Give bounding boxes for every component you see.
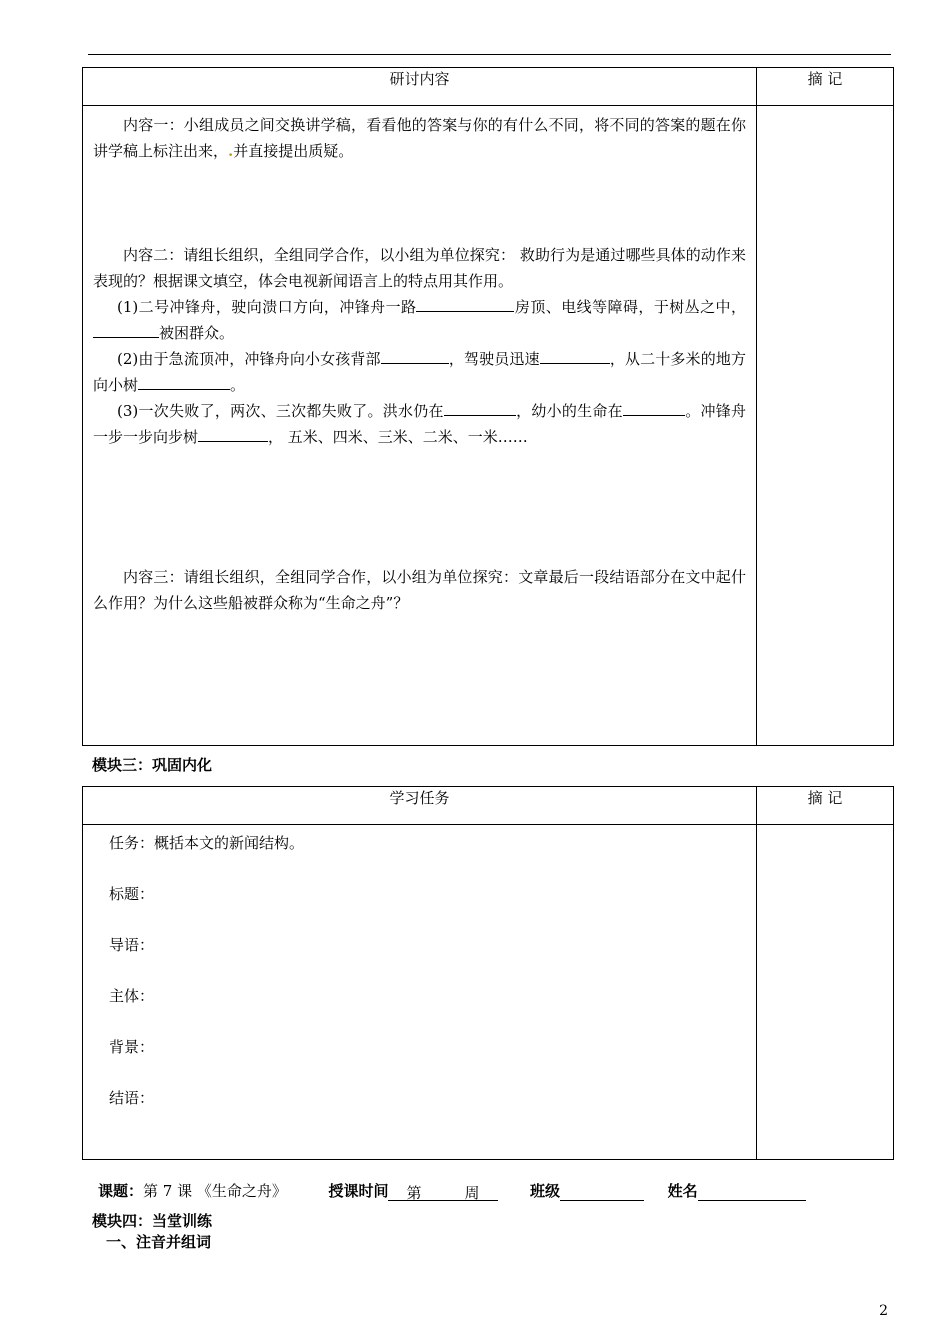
task-table (82, 786, 894, 1160)
blank[interactable] (623, 399, 685, 416)
page-number: 2 (879, 1303, 888, 1319)
time-field[interactable]: 第 周 (388, 1182, 498, 1201)
blank[interactable] (138, 373, 230, 390)
class-label: 班级 (530, 1182, 561, 1200)
topic-label: 课题： (98, 1182, 144, 1200)
structure-line: 导语： (109, 936, 155, 954)
blank[interactable] (381, 347, 449, 364)
discussion-header: 研讨内容 (83, 68, 757, 106)
task-notes-cell[interactable] (757, 825, 894, 1160)
task-notes-header: 摘 记 (757, 787, 894, 825)
task-text: 任务：概括本文的新闻结构。 (109, 834, 305, 852)
blank[interactable] (93, 321, 159, 338)
time-label: 授课时间 (328, 1182, 389, 1200)
notes-header: 摘 记 (757, 68, 894, 106)
discussion-notes-cell[interactable] (757, 106, 894, 746)
discussion-table (82, 67, 894, 746)
question-1: (1)二号冲锋舟，驶向溃口方向，冲锋舟一路 房顶、电线等障碍，于树丛之中，被困群众。 (93, 294, 746, 346)
content-one: 内容一：小组成员之间交换讲学稿，看看他的答案与你的有什么不同，将不同的答案的题在你讲学稿上标注出来，.并直接提出质疑。 (93, 116, 746, 160)
blank[interactable] (198, 425, 268, 442)
content-two: 内容二：请组长组织，全组同学合作，以小组为单位探究： 救助行为是通过哪些具体的动作来表现的？根据课文填空，体会电视新闻语言上的特点用其作用。 (93, 246, 746, 290)
question-3: (3)一次失败了，两次、三次都失败了。洪水仍在 ，幼小的生命在 。冲锋舟一步一步向步树 ， 五米、四米、三米、二米、一米…… (93, 398, 746, 450)
task-header: 学习任务 (83, 787, 757, 825)
header-rule (88, 54, 891, 55)
structure-line: 标题： (109, 885, 155, 903)
section1-heading: 一、注音并组词 (106, 1233, 212, 1251)
discussion-body (83, 106, 757, 746)
structure-line: 结语： (109, 1089, 155, 1107)
name-label: 姓名 (667, 1182, 698, 1200)
structure-line: 背景： (109, 1038, 155, 1056)
content-three: 内容三：请组长组织，全组同学合作，以小组为单位探究：文章最后一段结语部分在文中起什么作用？为什么这些船被群众称为“生命之舟”？ (93, 568, 746, 612)
class-field[interactable] (560, 1182, 644, 1201)
blank[interactable] (444, 399, 516, 416)
task-body (83, 825, 757, 1160)
highlight-dot: . (228, 142, 234, 160)
module3-heading: 模块三：巩固内化 (92, 756, 213, 774)
blank[interactable] (416, 295, 514, 312)
structure-line: 主体： (109, 987, 155, 1005)
module4-heading: 模块四：当堂训练 (92, 1212, 213, 1230)
name-field[interactable] (698, 1182, 806, 1201)
blank[interactable] (540, 347, 610, 364)
lesson-footer (98, 1180, 806, 1201)
topic-value: 第 7 课 《生命之舟》 (143, 1182, 287, 1200)
question-2: (2)由于急流顶冲，冲锋舟向小女孩背部 ，驾驶员迅速 ，从二十多米的地方向小树 。 (93, 346, 746, 398)
